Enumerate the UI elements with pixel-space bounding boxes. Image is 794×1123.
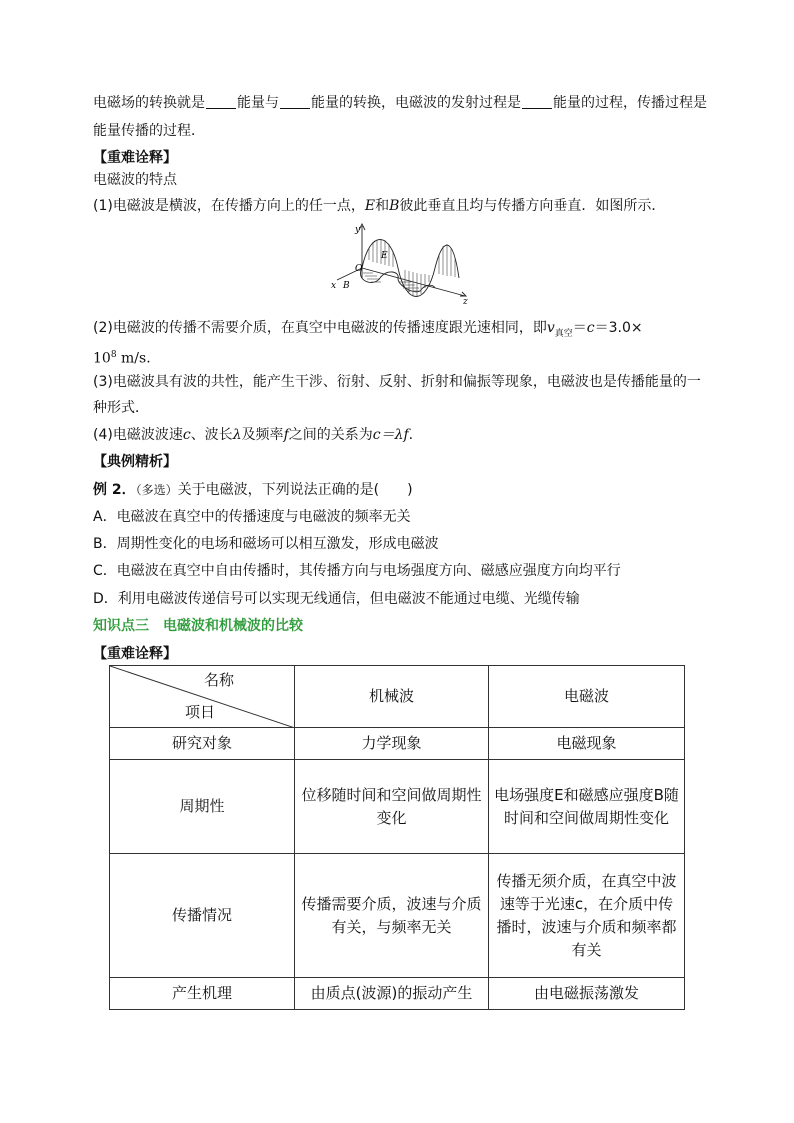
row-label: 研究对象 xyxy=(110,728,295,760)
row-label: 周期性 xyxy=(110,760,295,854)
var-b: B xyxy=(389,198,400,214)
text: 10 xyxy=(93,350,111,367)
var-c: c xyxy=(182,427,191,443)
feature-item-4 xyxy=(93,425,413,445)
y-label: y xyxy=(355,225,361,235)
feature-item-2-cont xyxy=(93,345,151,369)
text: 之间的关系为 xyxy=(288,427,373,443)
example-question xyxy=(93,480,413,500)
em-cell: 电场强度E和磁感应强度B随时间和空间做周期性变化 xyxy=(489,760,685,854)
option-b: B．周期性变化的电场和磁场可以相互激发，形成电磁波 xyxy=(93,536,439,552)
em-cell: 电磁现象 xyxy=(489,728,685,760)
unit: m/s. xyxy=(116,350,151,367)
intro-text: 电磁场的转换就是 xyxy=(93,95,205,111)
col-header-em: 电磁波 xyxy=(489,666,685,728)
e-label: E xyxy=(381,251,388,261)
text: ＝ xyxy=(572,320,587,336)
mechanical-cell: 力学现象 xyxy=(295,728,489,760)
header-item-label: 项日 xyxy=(185,703,216,721)
comparison-table xyxy=(109,665,685,1010)
fill-blank xyxy=(280,94,310,109)
intro-text: 能量的过程，传播过程是 xyxy=(553,95,707,111)
diagonal-header-cell xyxy=(110,666,295,728)
subscript: 真空 xyxy=(554,328,573,339)
formula: c＝λf xyxy=(372,427,409,443)
section-title: 知识点三 电磁波和机械波的比较 xyxy=(93,618,303,634)
var-f: f xyxy=(283,427,289,443)
b-label: B xyxy=(343,281,350,291)
option-c: C．电磁波在真空中自由传播时，其传播方向与电场强度方向、磁感应强度方向均平行 xyxy=(93,563,621,579)
col-header-mechanical: 机械波 xyxy=(295,666,489,728)
x-label: x xyxy=(331,281,337,291)
row-label: 传播情况 xyxy=(110,854,295,978)
fill-blank xyxy=(522,94,552,109)
text: 和 xyxy=(375,198,390,214)
var-v: v xyxy=(546,320,555,336)
b-wave xyxy=(360,268,435,292)
example-header: 【典例精析】 xyxy=(93,454,177,470)
table-row xyxy=(110,978,685,1010)
origin-label: O xyxy=(355,264,363,274)
table-row xyxy=(110,854,685,978)
table-header-row xyxy=(110,666,685,728)
exponent: 8 xyxy=(110,350,117,360)
intro-text: 能量与 xyxy=(237,95,279,111)
intro-line-2: 能量传播的过程． xyxy=(93,123,205,139)
table-row xyxy=(110,728,685,760)
header-name-label: 名称 xyxy=(203,671,234,689)
mechanical-cell: 由质点(波源)的振动产生 xyxy=(295,978,489,1010)
feature-item-1 xyxy=(93,196,665,216)
option-a: A．电磁波在真空中的传播速度与电磁波的频率无关 xyxy=(93,509,411,525)
intro-text: 能量的转换，电磁波的发射过程是 xyxy=(311,95,521,111)
text: ＝3.0× xyxy=(594,320,643,336)
text: 及频率 xyxy=(241,427,284,443)
section-subtitle: 电磁波的特点 xyxy=(93,172,177,188)
em-cell: 由电磁振荡激发 xyxy=(489,978,685,1010)
text: 彼此垂直且均与传播方向垂直．如图所示． xyxy=(399,198,666,214)
var-lambda: λ xyxy=(232,427,242,443)
feature-item-3: (3)电磁波具有波的共性，能产生干涉、衍射、反射、折射和偏振等现象，电磁波也是传播能量的一 xyxy=(93,374,701,390)
feature-item-2 xyxy=(93,318,643,344)
text: (1)电磁波是横波，在传播方向上的任一点， xyxy=(93,198,365,214)
intro-line-1 xyxy=(93,93,707,113)
feature-item-3-cont: 种形式． xyxy=(93,400,149,416)
question-text: 关于电磁波，下列说法正确的是( ) xyxy=(177,482,413,498)
e-field-lines xyxy=(369,239,455,296)
text: (4)电磁波波速 xyxy=(93,427,183,443)
mechanical-cell: 传播需要介质，波速与介质有关，与频率无关 xyxy=(295,854,489,978)
row-label: 产生机理 xyxy=(110,978,295,1010)
fill-blank xyxy=(206,94,236,109)
option-d: D．利用电磁波传递信号可以实现无线通信，但电磁波不能通过电缆、光缆传输 xyxy=(93,591,580,607)
z-label: z xyxy=(463,297,468,306)
text: 、波长 xyxy=(190,427,233,443)
text: . xyxy=(408,427,414,443)
multi-select-tag: （多选） xyxy=(135,483,178,497)
table-row xyxy=(110,760,685,854)
section-header: 【重难诠释】 xyxy=(93,150,177,166)
section-header: 【重难诠释】 xyxy=(93,646,177,662)
var-e: E xyxy=(364,198,376,214)
em-cell: 传播无须介质，在真空中波速等于光速c，在介质中传播时，波速与介质和频率都有关 xyxy=(489,854,685,978)
var-c: c xyxy=(586,320,595,336)
mechanical-cell: 位移随时间和空间做周期性变化 xyxy=(295,760,489,854)
example-label: 例 2． xyxy=(93,482,136,498)
em-wave-figure xyxy=(325,218,475,306)
text: (2)电磁波的传播不需要介质，在真空中电磁波的传播速度跟光速相同，即 xyxy=(93,320,547,336)
